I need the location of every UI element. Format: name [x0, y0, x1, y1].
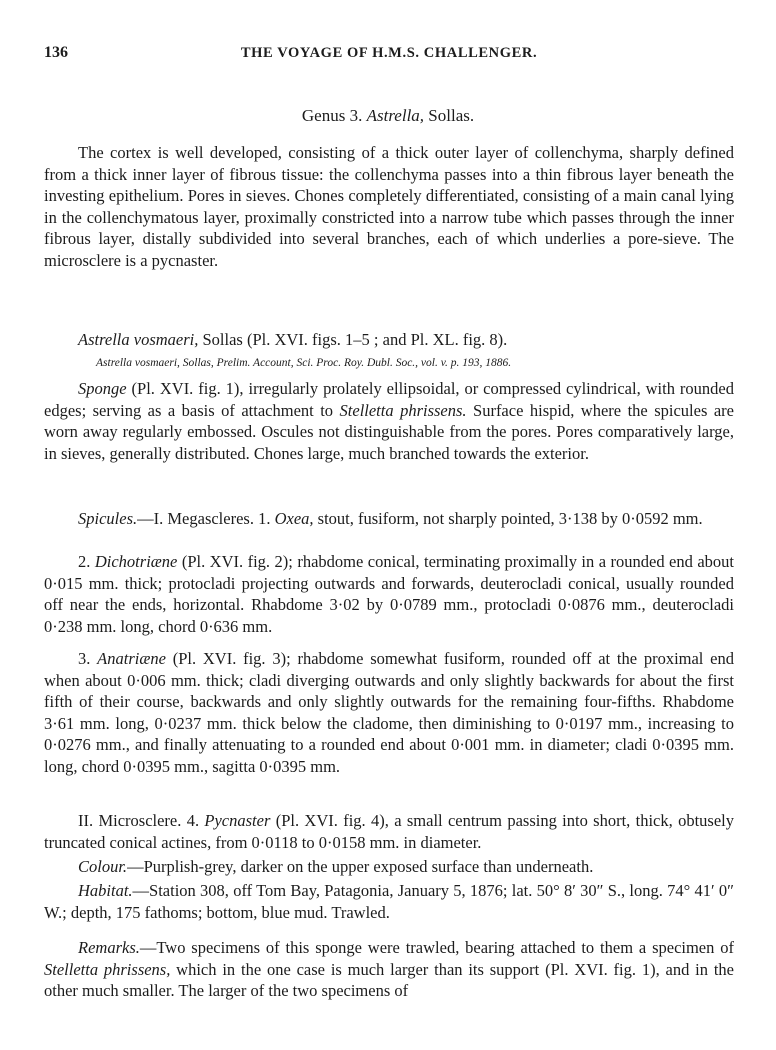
- anatriaene-text: (Pl. XVI. fig. 3); rhabdome somewhat fusiform, rounded off at the proximal end when about 0·006 mm. thick; cladi diverging outwards and only slightly backwards for about the first fifth of their course, backwards and only slightly outwards for the remaining four-fifths. Rhabdome 3·61 mm. long, 0·0237 mm. thick below the cladome, then diminishing to 0·0197 mm., increasing to 0·0276 mm., and finally attenuating to a rounded end about 0·001 mm. in diameter; cladi 0·0395 mm. long, chord 0·0395 mm., sagitta 0·0395 mm.: [44, 649, 735, 776]
- habitat-label: Habitat.: [78, 881, 133, 900]
- pycnaster-name: Pycnaster: [204, 811, 271, 830]
- colour-paragraph: [44, 856, 734, 878]
- spicules-label: Spicules.: [78, 509, 138, 528]
- remarks-paragraph: [44, 937, 734, 1002]
- habitat-paragraph: [44, 880, 734, 923]
- sponge-paragraph: [44, 378, 734, 464]
- colour-text: —Purplish-grey, darker on the upper exposed surface than underneath.: [127, 857, 594, 876]
- dichotriaene-paragraph: [44, 551, 734, 637]
- species-name: Astrella vosmaeri,: [78, 330, 199, 349]
- sponge-text-2: Surface hispid, where the spicules are worn away regularly embossed. Oscules not distinguishable from the pores. Pores comparatively large, in sieves, generally distributed. Chones large, much branched towards the exterior.: [44, 400, 734, 463]
- spicules-paragraph: [44, 508, 734, 530]
- genus-name: Astrella,: [366, 106, 425, 125]
- sponge-text: (Pl. XVI. fig. 1), irregularly prolately ellipsoidal, or compressed cylindrical, with rounded edges; serving as a basis of attachment to: [44, 379, 734, 420]
- running-head: [44, 44, 734, 68]
- species-heading: [78, 330, 734, 350]
- dichotriaene-number: 2.: [78, 552, 95, 571]
- habitat-text: —Station 308, off Tom Bay, Patagonia, January 5, 1876; lat. 50° 8′ 30″ S., long. 74° 41′ 0″ W.; depth, 175 fathoms; bottom, blue mud. Trawled.: [44, 881, 734, 922]
- page-number: 136: [44, 44, 68, 61]
- spicules-intro: —I. Megascleres. 1.: [137, 509, 275, 528]
- oxea-name: Oxea,: [274, 509, 314, 528]
- pycnaster-text: (Pl. XVI. fig. 4), a small centrum passing into short, thick, obtusely truncated conical actines, from 0·0118 to 0·0158 mm. in diameter.: [44, 811, 734, 852]
- species-citation: Sollas (Pl. XVI. figs. 1–5 ; and Pl. XL. fig. 8).: [198, 330, 508, 349]
- anatriaene-number: 3.: [78, 649, 98, 668]
- genus-description: The cortex is well developed, consisting of a thick outer layer of collenchyma, sharply defined from a thick inner layer of fibrous tissue: the collenchyma passes into a thin fibrous layer beneath the investing epithelium. Pores in sieves. Chones completely differentiated, consisting of a main canal lying in the collenchymatous layer, proximally constricted into a narrow tube which passes through the inner fibrous layer, distally subdivided into several branches, each of which underlies a pore-sieve. The microsclere is a pycnaster.: [44, 143, 734, 270]
- sponge-host: Stelletta phrissens.: [339, 400, 467, 420]
- genus-prefix: Genus 3.: [301, 106, 363, 125]
- microsclere-intro: II. Microsclere. 4.: [78, 811, 205, 830]
- anatriaene-name: Anatriæne: [97, 649, 166, 668]
- anatriaene-paragraph: [44, 648, 734, 777]
- species-reference: Astrella vosmaeri, Sollas, Prelim. Account, Sci. Proc. Roy. Dubl. Soc., vol. v. p. 193, 1886.: [96, 357, 512, 369]
- running-title: THE VOYAGE OF H.M.S. CHALLENGER.: [240, 45, 538, 61]
- remarks-label: Remarks.: [78, 938, 140, 957]
- microsclere-paragraph: [44, 810, 734, 853]
- dichotriaene-text: (Pl. XVI. fig. 2); rhabdome conical, terminating proximally in a rounded end about 0·015 mm. thick; protocladi projecting outwards and forwards, deuterocladi conical, usually rounded off near the ends, horizontal. Rhabdome 3·02 by 0·0789 mm., protocladi 0·0876 mm., deuterocladi 0·238 mm. long, chord 0·636 mm.: [44, 552, 735, 636]
- remarks-text: —Two specimens of this sponge were trawled, bearing attached to them a specimen of: [139, 938, 734, 957]
- remarks-text-2: which in the one case is much larger than its support (Pl. XVI. fig. 1), and in the other much smaller. The larger of the two specimens of: [44, 959, 734, 1000]
- oxea-text: stout, fusiform, not sharply pointed, 3·138 by 0·0592 mm.: [313, 509, 703, 528]
- colour-label: Colour.: [78, 857, 128, 876]
- remarks-host: Stelletta phrissens,: [44, 959, 171, 979]
- genus-author: Sollas.: [428, 106, 475, 125]
- genus-heading: [0, 106, 776, 126]
- sponge-label: Sponge: [78, 379, 127, 398]
- dichotriaene-name: Dichotriæne: [94, 552, 178, 571]
